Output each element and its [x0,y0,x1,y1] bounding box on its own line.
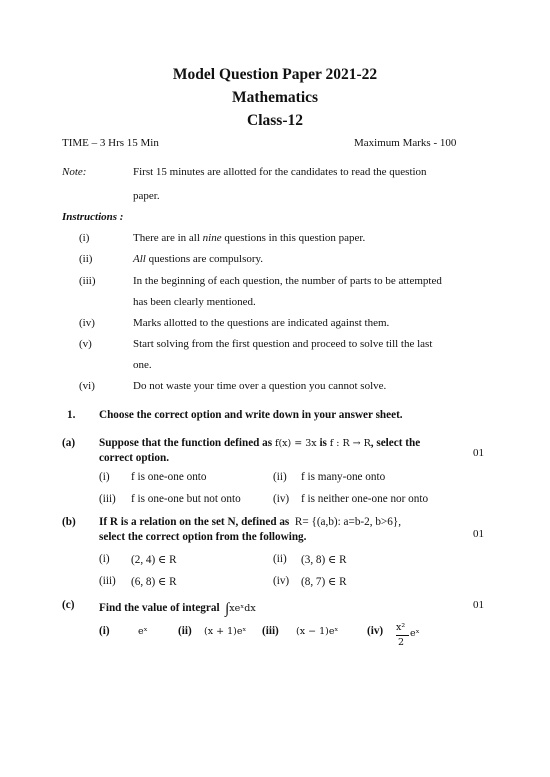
option-number: (i) [99,553,110,565]
instruction-number: (iv) [79,317,95,329]
time-allowed: TIME – 3 Hrs 15 Min [62,137,159,149]
math-expression: f(x) = 3x [274,438,317,449]
paper-subject: Mathematics [231,89,319,106]
instruction-item: All questions are compulsory. [133,253,264,265]
option-text: f is many-one onto [301,471,386,483]
option-text: f is one-one onto [131,471,207,483]
instruction-number: (iii) [79,275,96,287]
fraction-bar [396,635,409,636]
option-text: eˣ [138,626,148,637]
question-text: Choose the correct option and write down in your answer sheet. [99,409,403,421]
instruction-item: Do not waste your time over a question you cannot solve. [133,380,387,392]
part-c-question: Find the value of integral ∫xeˣdx [99,601,256,617]
instruction-number: (vi) [79,380,95,392]
part-label: (a) [62,437,76,449]
instruction-item: Marks allotted to the questions are indicated against them. [133,317,390,329]
instruction-number: (i) [79,232,90,244]
note-label: Note: [62,166,87,178]
instructions-heading: Instructions : [62,211,124,223]
option-text: (x + 1)eˣ [204,626,247,637]
instruction-item: There are in all nine questions in this question paper. [133,232,366,244]
paper-class: Class-12 [247,112,303,129]
option-text: f is one-one but not onto [131,493,241,505]
option-text: (3, 8) ∈ R [301,554,347,566]
option-text: (x − 1)eˣ [296,626,339,637]
option-number: (i) [99,471,110,483]
fraction-tail: eˣ [410,628,420,639]
option-number: (iii) [99,575,116,587]
option-number: (iv) [273,493,290,505]
note-text-line1: First 15 minutes are allotted for the candidates to read the question [133,166,427,178]
relation-definition: R= {(a,b): a=b-2, b>6}, [294,516,401,528]
part-label: (b) [62,516,76,528]
part-b-question-line1: If R is a relation on the set N, defined as R= {(a,b): a=b-2, b>6}, [99,516,401,528]
option-number: (i) [99,625,110,637]
part-a-question-line2: correct option. [99,452,170,464]
question-number: 1. [67,409,76,421]
maximum-marks: Maximum Marks - 100 [354,137,457,149]
part-marks: 01 [473,599,484,611]
option-number: (iii) [99,493,116,505]
instruction-number: (v) [79,338,92,350]
part-a-question-line1: Suppose that the function defined as f(x) = 3x is f : R → R, select the [99,437,421,449]
instruction-item: In the beginning of each question, the number of parts to be attempted [133,275,442,287]
option-text: (8, 7) ∈ R [301,576,347,588]
option-number: (ii) [178,625,192,637]
math-expression: f : R → R [329,438,371,449]
option-text: f is neither one-one nor onto [301,493,429,505]
option-text: (6, 8) ∈ R [131,576,177,588]
option-number: (ii) [273,553,287,565]
paper-title: Model Question Paper 2021-22 [172,66,378,83]
option-number: (iii) [262,625,279,637]
option-number: (iv) [367,625,384,637]
option-number: (iv) [273,575,290,587]
part-b-question-line2: select the correct option from the following. [99,531,307,543]
option-text: (2, 4) ∈ R [131,554,177,566]
fraction-denominator: 2 [398,637,405,648]
integrand: xeˣdx [229,603,256,614]
instruction-number: (ii) [79,253,93,265]
integral-sign: ∫ [225,601,230,617]
note-text-line2: paper. [133,190,160,202]
instruction-item-continued: one. [133,359,152,371]
instruction-item-continued: has been clearly mentioned. [133,296,256,308]
instruction-item: Start solving from the first question and proceed to solve till the last [133,338,433,350]
part-marks: 01 [473,528,484,540]
option-number: (ii) [273,471,287,483]
part-marks: 01 [473,447,484,459]
part-label: (c) [62,599,75,611]
fraction-numerator: x² [396,622,406,633]
